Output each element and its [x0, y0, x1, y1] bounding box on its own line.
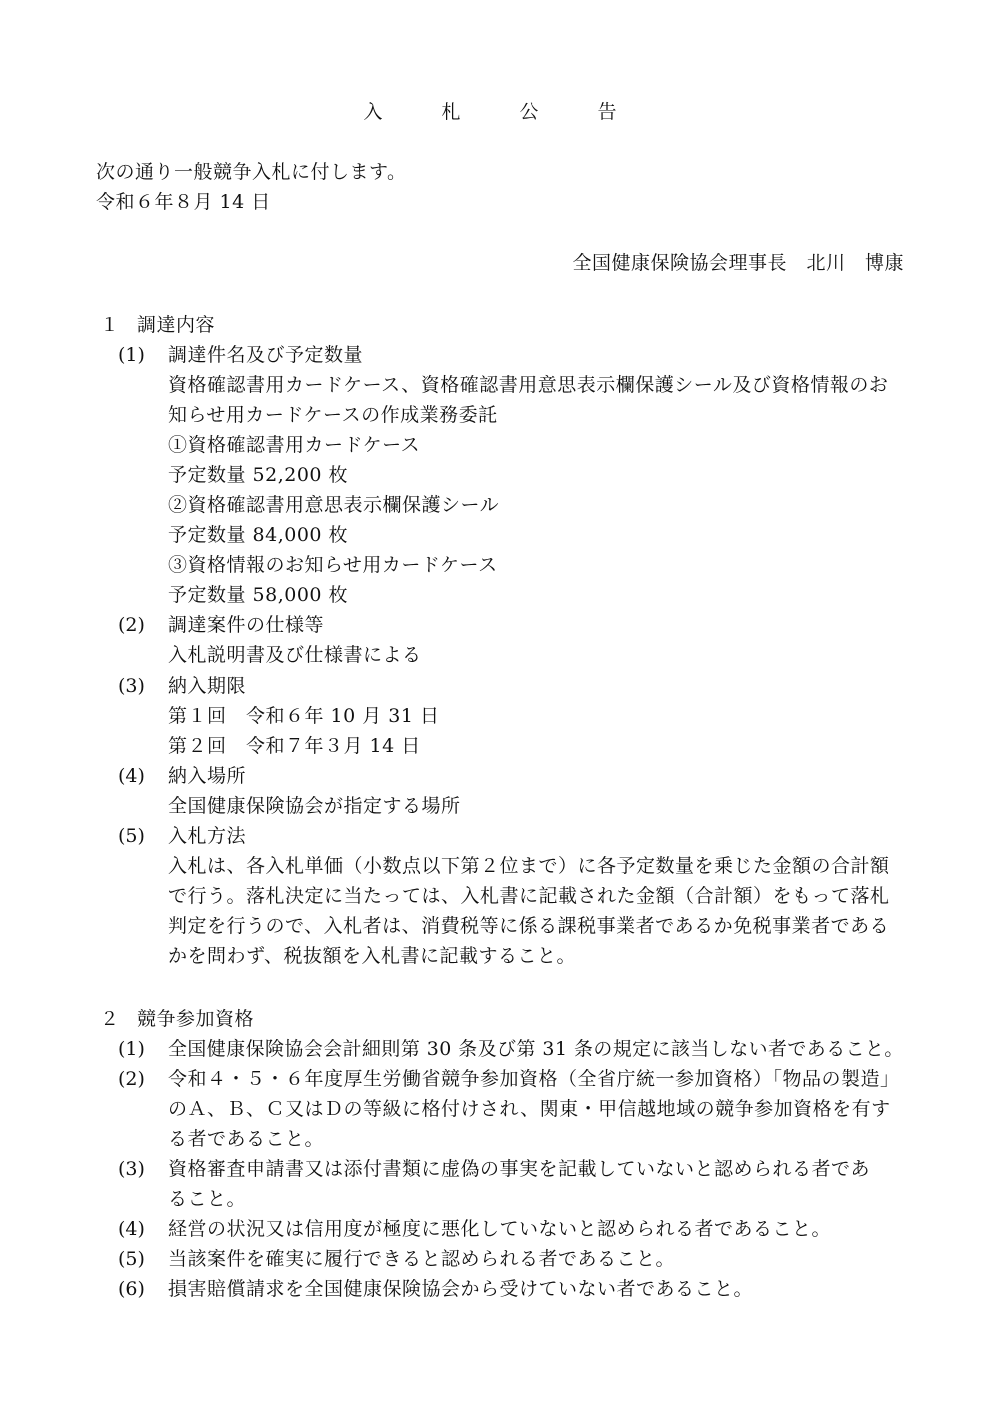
s2-item-4-line: 経営の状況又は信用度が極度に悪化していないと認められる者であること。: [168, 1218, 832, 1240]
section-1-heading: 調達内容: [137, 314, 216, 336]
s1-item-2-heading: 調達案件の仕様等: [168, 614, 325, 636]
s2-item-3-line: 資格審査申請書又は添付書類に虚偽の事実を記載していないと認められる者であ: [168, 1158, 871, 1180]
s1-item-5-line: 入札は、各入札単価（小数点以下第２位まで）に各予定数量を乗じた金額の合計額: [168, 855, 890, 877]
issuer-name: 全国健康保険協会理事長 北川 博康: [572, 252, 904, 274]
s1-item-2-line: 入札説明書及び仕様書による: [168, 644, 422, 666]
s1-item-1-line: 予定数量 58,000 枚: [168, 584, 349, 606]
page-title: 入 札 公 告: [363, 101, 637, 123]
s1-item-1-number: (1): [118, 344, 145, 366]
s1-item-4-number: (4): [118, 765, 145, 787]
s2-item-2-line: のＡ、Ｂ、Ｃ又はＤの等級に格付けされ、関東・甲信越地域の競争参加資格を有す: [168, 1098, 891, 1120]
s1-item-1-line: ①資格確認書用カードケース: [168, 434, 421, 456]
s2-item-2-line: 令和４・５・６年度厚生労働省競争参加資格（全省庁統一参加資格）「物品の製造」: [168, 1068, 900, 1090]
s1-item-5-heading: 入札方法: [168, 825, 247, 847]
s1-item-4-heading: 納入場所: [168, 765, 247, 787]
section-1-number: １: [100, 314, 120, 336]
s1-item-1-line: 予定数量 84,000 枚: [168, 524, 349, 546]
section-2-heading: 競争参加資格: [137, 1008, 255, 1030]
s1-item-5-line: 判定を行うので、入札者は、消費税等に係る課税事業者であるか免税事業者である: [168, 915, 890, 937]
section-2-number: ２: [100, 1008, 120, 1030]
s1-item-1-line: ③資格情報のお知らせ用カードケース: [168, 554, 498, 576]
s1-item-5-number: (5): [118, 825, 145, 847]
s1-item-3-heading: 納入期限: [168, 675, 247, 697]
s2-item-4-number: (4): [118, 1218, 145, 1240]
s1-item-1-line: 資格確認書用カードケース、資格確認書用意思表示欄保護シール及び資格情報のお: [168, 374, 889, 396]
s2-item-6-line: 損害賠償請求を全国健康保険協会から受けていない者であること。: [168, 1278, 754, 1300]
s2-item-2-line: る者であること。: [168, 1128, 325, 1150]
s1-item-1-heading: 調達件名及び予定数量: [168, 344, 364, 366]
s1-item-5-line: かを問わず、税抜額を入札書に記載すること。: [168, 945, 576, 967]
s2-item-2-number: (2): [118, 1068, 145, 1090]
s1-item-3-line: 第２回 令和７年３月 14 日: [168, 735, 421, 757]
s2-item-5-number: (5): [118, 1248, 145, 1270]
s2-item-6-number: (6): [118, 1278, 145, 1300]
s2-item-3-number: (3): [118, 1158, 145, 1180]
s1-item-3-number: (3): [118, 675, 145, 697]
s1-item-1-line: 予定数量 52,200 枚: [168, 464, 349, 486]
s2-item-1-line: 全国健康保険協会会計細則第 30 条及び第 31 条の規定に該当しない者であること。: [168, 1038, 904, 1060]
s2-item-5-line: 当該案件を確実に履行できると認められる者であること。: [168, 1248, 676, 1270]
s1-item-3-line: 第１回 令和６年 10 月 31 日: [168, 705, 440, 727]
s1-item-4-line: 全国健康保険協会が指定する場所: [168, 795, 461, 817]
intro-text: 次の通り一般競争入札に付します。: [96, 161, 407, 183]
notice-date: 令和６年８月 14 日: [96, 191, 271, 213]
s1-item-1-line: ②資格確認書用意思表示欄保護シール: [168, 494, 500, 516]
s2-item-1-number: (1): [118, 1038, 145, 1060]
s1-item-5-line: で行う。落札決定に当たっては、入札書に記載された金額（合計額）をもって落札: [168, 885, 890, 907]
s1-item-1-line: 知らせ用カードケースの作成業務委託: [168, 404, 498, 426]
s1-item-2-number: (2): [118, 614, 145, 636]
s2-item-3-line: ること。: [168, 1188, 247, 1210]
